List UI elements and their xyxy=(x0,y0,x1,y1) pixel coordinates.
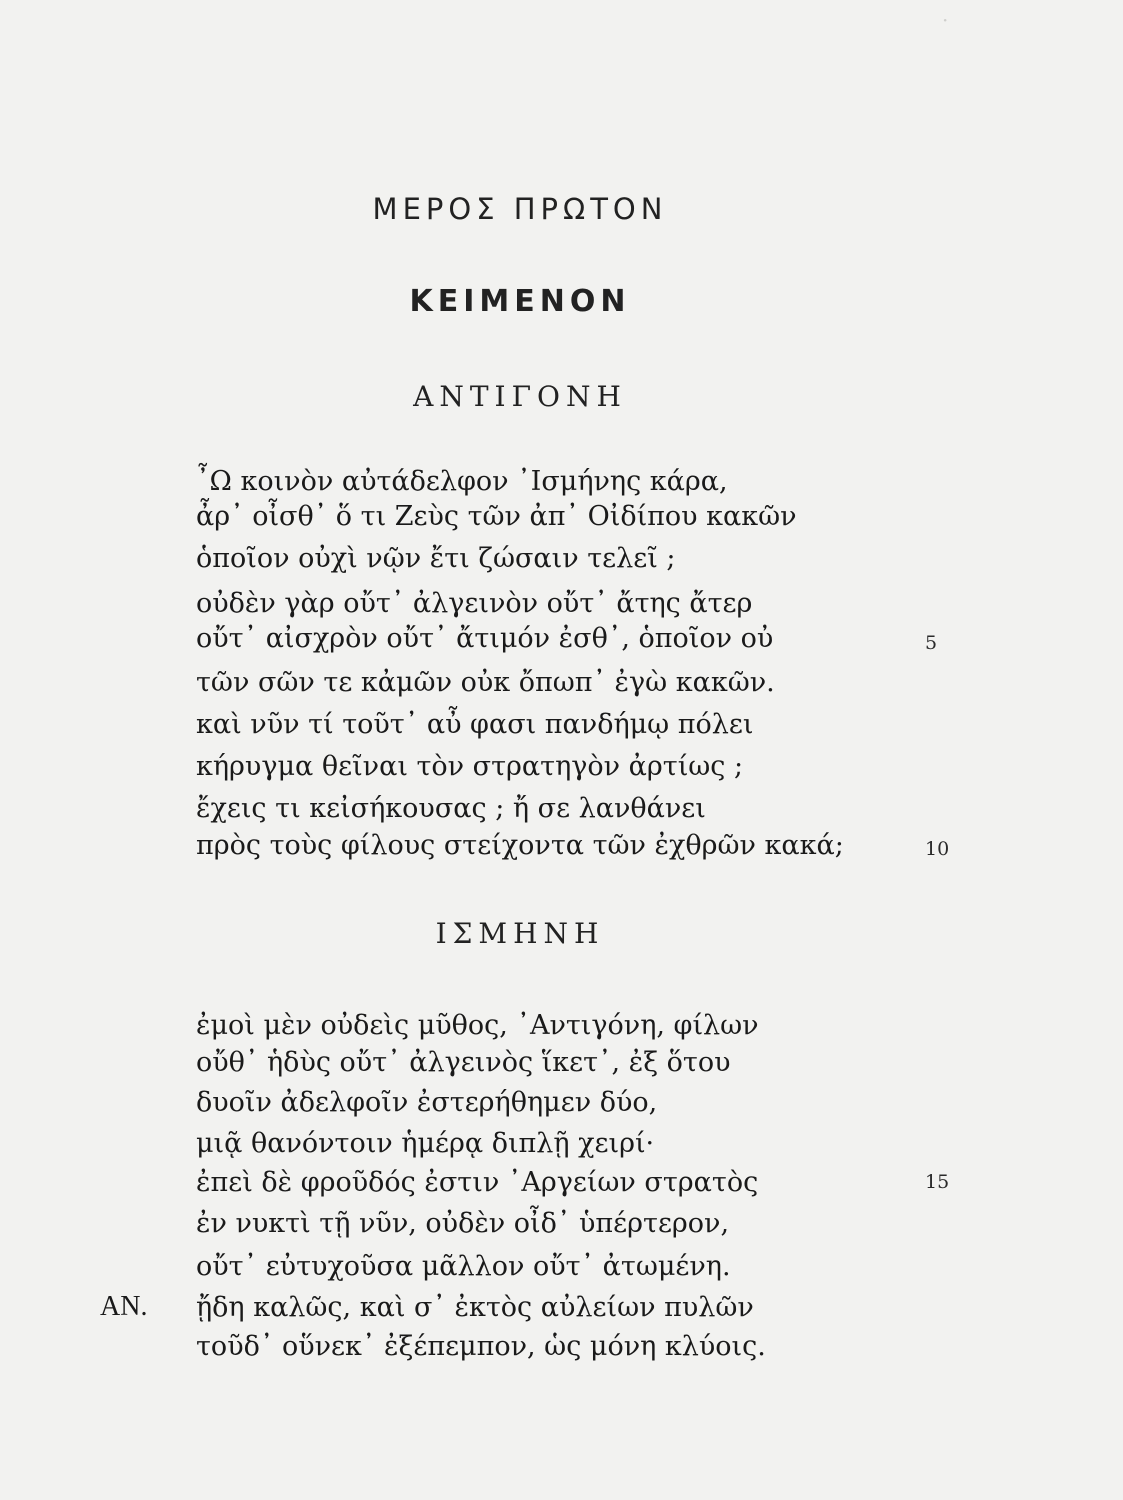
verse-line: οὔτ᾿ αἰσχρὸν οὔτ᾿ ἄτιμόν ἐσθ᾿, ὁποῖον οὐ xyxy=(196,623,774,654)
verse-line: οὔτ᾿ εὐτυχοῦσα μᾶλλον οὔτ᾿ ἀτωμένη. xyxy=(196,1251,731,1282)
verse-line: κήρυγμα θεῖναι τὸν στρατηγὸν ἀρτίως ; xyxy=(196,751,744,782)
line-number: 10 xyxy=(925,838,950,860)
bleed-through-mark: · xyxy=(942,8,949,32)
text-title: ΚΕΙΜΕΝΟΝ xyxy=(409,284,631,319)
verse-line: ἔχεις τι κεἰσήκουσας ; ἤ σε λανθάνει xyxy=(196,793,706,824)
verse-line: μιᾷ θανόντοιν ἡμέρᾳ διπλῇ χειρί· xyxy=(196,1128,655,1159)
verse-line: ῏Ω κοινὸν αὐτάδελφον ᾿Ισμήνης κάρα, xyxy=(196,466,728,497)
verse-line: ἐν νυκτὶ τῇ νῦν, οὐδὲν οἶδ᾿ ὑπέρτερον, xyxy=(196,1208,730,1239)
line-number: 15 xyxy=(925,1171,950,1193)
verse-line: ἐμοὶ μὲν οὐδεὶς μῦθος, ᾿Αντιγόνη, φίλων xyxy=(196,1010,759,1041)
verse-line: τῶν σῶν τε κἀμῶν οὐκ ὄπωπ᾿ ἐγὼ κακῶν. xyxy=(196,667,775,698)
speaker-heading-ismene: ΙΣΜΗΝΗ xyxy=(435,917,605,950)
verse-line: δυοῖν ἀδελφοῖν ἐστερήθημεν δύο, xyxy=(196,1087,658,1118)
speaker-abbrev-antigone: ΑΝ. xyxy=(100,1291,148,1322)
verse-line: πρὸς τοὺς φίλους στείχοντα τῶν ἐχθρῶν κακά; xyxy=(196,830,844,861)
part-title: ΜΕΡΟΣ ΠΡΩΤΟΝ xyxy=(372,192,668,226)
verse-line: ἆρ᾿ οἶσθ᾿ ὅ τι Ζεὺς τῶν ἀπ᾿ Οἰδίπου κακῶν xyxy=(196,501,797,532)
speaker-heading-antigone: ΑΝΤΙΓΟΝΗ xyxy=(413,380,627,413)
verse-line: οὔθ᾿ ἡδὺς οὔτ᾿ ἀλγεινὸς ἵκετ᾿, ἐξ ὅτου xyxy=(196,1047,731,1078)
line-number: 5 xyxy=(925,632,938,654)
verse-line: τοῦδ᾿ οὕνεκ᾿ ἐξέπεμπον, ὡς μόνη κλύοις. xyxy=(196,1331,766,1362)
verse-line: ᾔδη καλῶς, καὶ σ᾿ ἐκτὸς αὐλείων πυλῶν xyxy=(196,1292,754,1323)
verse-line: καὶ νῦν τί τοῦτ᾿ αὖ φασι πανδήμῳ πόλει xyxy=(196,709,754,740)
verse-line: ὁποῖον οὐχὶ νῷν ἔτι ζώσαιν τελεῖ ; xyxy=(196,543,676,574)
verse-line: ἐπεὶ δὲ φροῦδός ἐστιν ᾿Αργείων στρατὸς xyxy=(196,1167,759,1198)
verse-line: οὐδὲν γὰρ οὔτ᾿ ἀλγεινὸν οὔτ᾿ ἄτης ἄτερ xyxy=(196,588,753,619)
